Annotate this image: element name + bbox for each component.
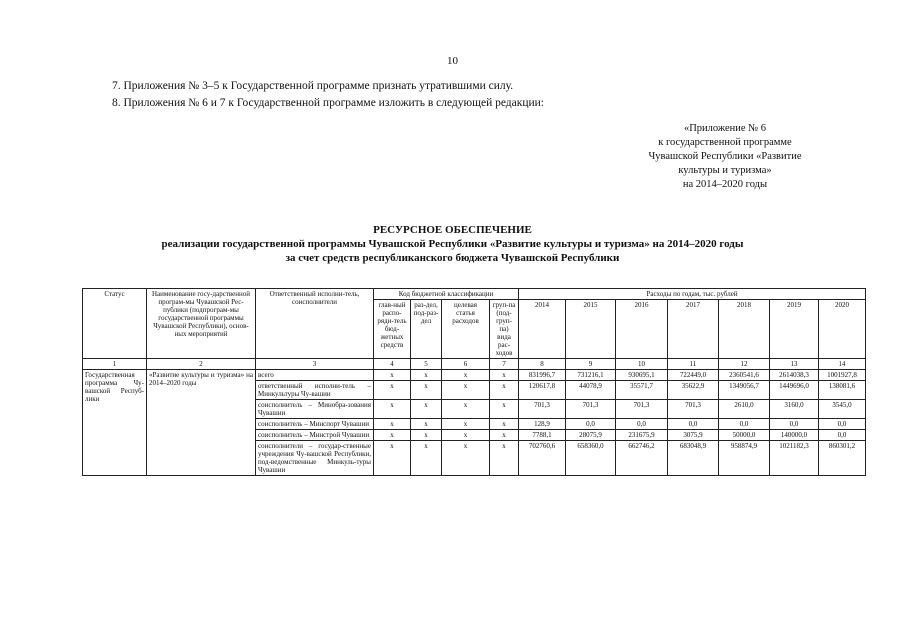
value-cell: 231675,9 xyxy=(616,430,668,441)
resource-table xyxy=(82,288,866,476)
column-number: 6 xyxy=(442,359,490,370)
header-executor: Ответственный исполни-тель, соисполнители xyxy=(256,289,374,359)
value-cell: 3075,9 xyxy=(668,430,719,441)
value-cell: 701,3 xyxy=(668,400,719,419)
value-cell: 702760,6 xyxy=(519,441,566,476)
executor-cell: соисполнители – государ-ственные учреждения Чу-вашской Республики, под-ведомственные Минкуль-туры Чувашии xyxy=(256,441,374,476)
column-number: 4 xyxy=(374,359,411,370)
code-cell: х xyxy=(411,419,442,430)
value-cell: 35622,9 xyxy=(668,381,719,400)
header-section: раз-дел, под-раз-дел xyxy=(411,300,442,359)
header-year: 2019 xyxy=(770,300,819,359)
code-cell: х xyxy=(490,381,519,400)
value-cell: 701,3 xyxy=(519,400,566,419)
appendix-note-line: к государственной программе xyxy=(658,137,792,148)
code-cell: х xyxy=(442,381,490,400)
column-number: 11 xyxy=(668,359,719,370)
header-year: 2020 xyxy=(819,300,866,359)
value-cell: 0,0 xyxy=(770,419,819,430)
column-number: 14 xyxy=(819,359,866,370)
column-number: 8 xyxy=(519,359,566,370)
value-cell: 701,3 xyxy=(566,400,616,419)
code-cell: х xyxy=(374,400,411,419)
appendix-note-line: культуры и туризма» xyxy=(678,165,772,176)
page-number: 10 xyxy=(447,55,458,67)
appendix-note-line: Чувашской Республики «Развитие xyxy=(648,151,802,162)
code-cell: х xyxy=(442,441,490,476)
value-cell: 35571,7 xyxy=(616,381,668,400)
value-cell: 120617,8 xyxy=(519,381,566,400)
code-cell: х xyxy=(411,441,442,476)
code-cell: х xyxy=(374,419,411,430)
value-cell: 2614038,3 xyxy=(770,370,819,381)
value-cell: 1021182,3 xyxy=(770,441,819,476)
code-cell: х xyxy=(490,441,519,476)
column-number: 10 xyxy=(616,359,668,370)
header-budget-code: Код бюджетной классификации xyxy=(374,289,519,300)
value-cell: 701,3 xyxy=(616,400,668,419)
code-cell: х xyxy=(490,419,519,430)
code-cell: х xyxy=(442,400,490,419)
column-number: 5 xyxy=(411,359,442,370)
code-cell: х xyxy=(411,430,442,441)
value-cell: 2610,0 xyxy=(719,400,770,419)
code-cell: х xyxy=(374,370,411,381)
executor-cell: соисполнитель – Минобра-зования Чувашии xyxy=(256,400,374,419)
header-target-item: целевая статья расходов xyxy=(442,300,490,359)
value-cell: 958874,9 xyxy=(719,441,770,476)
code-cell: х xyxy=(490,430,519,441)
header-expense-group: груп-па (под-груп-па) вида рас-ходов xyxy=(490,300,519,359)
paragraph-8: 8. Приложения № 6 и 7 к Государственной программе изложить в следующей редакции: xyxy=(112,97,545,109)
value-cell: 138081,6 xyxy=(819,381,866,400)
value-cell: 0,0 xyxy=(668,419,719,430)
value-cell: 28075,9 xyxy=(566,430,616,441)
code-cell: х xyxy=(442,419,490,430)
value-cell: 0,0 xyxy=(616,419,668,430)
value-cell: 662746,2 xyxy=(616,441,668,476)
value-cell: 930695,1 xyxy=(616,370,668,381)
code-cell: х xyxy=(442,370,490,381)
value-cell: 44078,9 xyxy=(566,381,616,400)
column-number: 7 xyxy=(490,359,519,370)
code-cell: х xyxy=(411,370,442,381)
appendix-note xyxy=(620,122,830,192)
value-cell: 831996,7 xyxy=(519,370,566,381)
column-number-row xyxy=(83,359,866,370)
column-number: 13 xyxy=(770,359,819,370)
program-cell: «Развитие культуры и туризма» на 2014–2020 годы xyxy=(147,370,256,476)
value-cell: 722449,0 xyxy=(668,370,719,381)
document-title: РЕСУРСНОЕ ОБЕСПЕЧЕНИЕ xyxy=(373,224,532,236)
value-cell: 0,0 xyxy=(819,430,866,441)
code-cell: х xyxy=(374,441,411,476)
column-number: 9 xyxy=(566,359,616,370)
code-cell: х xyxy=(374,381,411,400)
header-status: Статус xyxy=(83,289,147,359)
value-cell: 0,0 xyxy=(719,419,770,430)
value-cell: 50000,0 xyxy=(719,430,770,441)
column-number: 12 xyxy=(719,359,770,370)
header-year: 2015 xyxy=(566,300,616,359)
column-number: 3 xyxy=(256,359,374,370)
value-cell: 0,0 xyxy=(566,419,616,430)
executor-cell: соисполнитель – Минстрой Чувашии xyxy=(256,430,374,441)
code-cell: х xyxy=(490,370,519,381)
value-cell: 1001927,8 xyxy=(819,370,866,381)
value-cell: 3160,0 xyxy=(770,400,819,419)
value-cell: 2360541,6 xyxy=(719,370,770,381)
column-number: 2 xyxy=(147,359,256,370)
executor-cell: соисполнитель – Минспорт Чувашии xyxy=(256,419,374,430)
header-chief-manager: глав-ный распо-ряди-тель бюд-жетных средств xyxy=(374,300,411,359)
code-cell: х xyxy=(442,430,490,441)
header-year: 2017 xyxy=(668,300,719,359)
status-cell: Государственная программа Чу-вашской Респуб-лики xyxy=(83,370,147,476)
header-year: 2018 xyxy=(719,300,770,359)
value-cell: 128,9 xyxy=(519,419,566,430)
table-row xyxy=(83,370,866,381)
appendix-note-line: «Приложение № 6 xyxy=(683,123,767,134)
value-cell: 860301,2 xyxy=(819,441,866,476)
value-cell: 1349056,7 xyxy=(719,381,770,400)
value-cell: 683048,9 xyxy=(668,441,719,476)
value-cell: 3545,0 xyxy=(819,400,866,419)
executor-cell: ответственный исполни-тель – Минкультуры Чу-вашии xyxy=(256,381,374,400)
appendix-note-line: на 2014–2020 годы xyxy=(682,179,768,190)
value-cell: 7788,1 xyxy=(519,430,566,441)
document-subtitle-funding: за счет средств республиканского бюджета Чувашской Республики xyxy=(285,252,620,264)
value-cell: 731216,1 xyxy=(566,370,616,381)
header-expenses: Расходы по годам, тыс. рублей xyxy=(519,289,866,300)
code-cell: х xyxy=(411,381,442,400)
executor-cell: всего xyxy=(256,370,374,381)
paragraph-7: 7. Приложения № 3–5 к Государственной программе признать утратившими силу. xyxy=(112,80,514,92)
header-year: 2016 xyxy=(616,300,668,359)
value-cell: 1449696,0 xyxy=(770,381,819,400)
code-cell: х xyxy=(374,430,411,441)
value-cell: 658360,0 xyxy=(566,441,616,476)
code-cell: х xyxy=(490,400,519,419)
value-cell: 140000,0 xyxy=(770,430,819,441)
header-year: 2014 xyxy=(519,300,566,359)
code-cell: х xyxy=(411,400,442,419)
header-name: Наименование госу-дарственной програм-мы Чувашской Рес-публики (подпрограм-мы государственной программы Чувашской Республики), основ-ных мероприятий xyxy=(147,289,256,359)
document-subtitle: реализации государственной программы Чувашской Республики «Развитие культуры и туризма» на 2014–2020 годы xyxy=(161,238,744,250)
column-number: 1 xyxy=(83,359,147,370)
value-cell: 0,0 xyxy=(819,419,866,430)
